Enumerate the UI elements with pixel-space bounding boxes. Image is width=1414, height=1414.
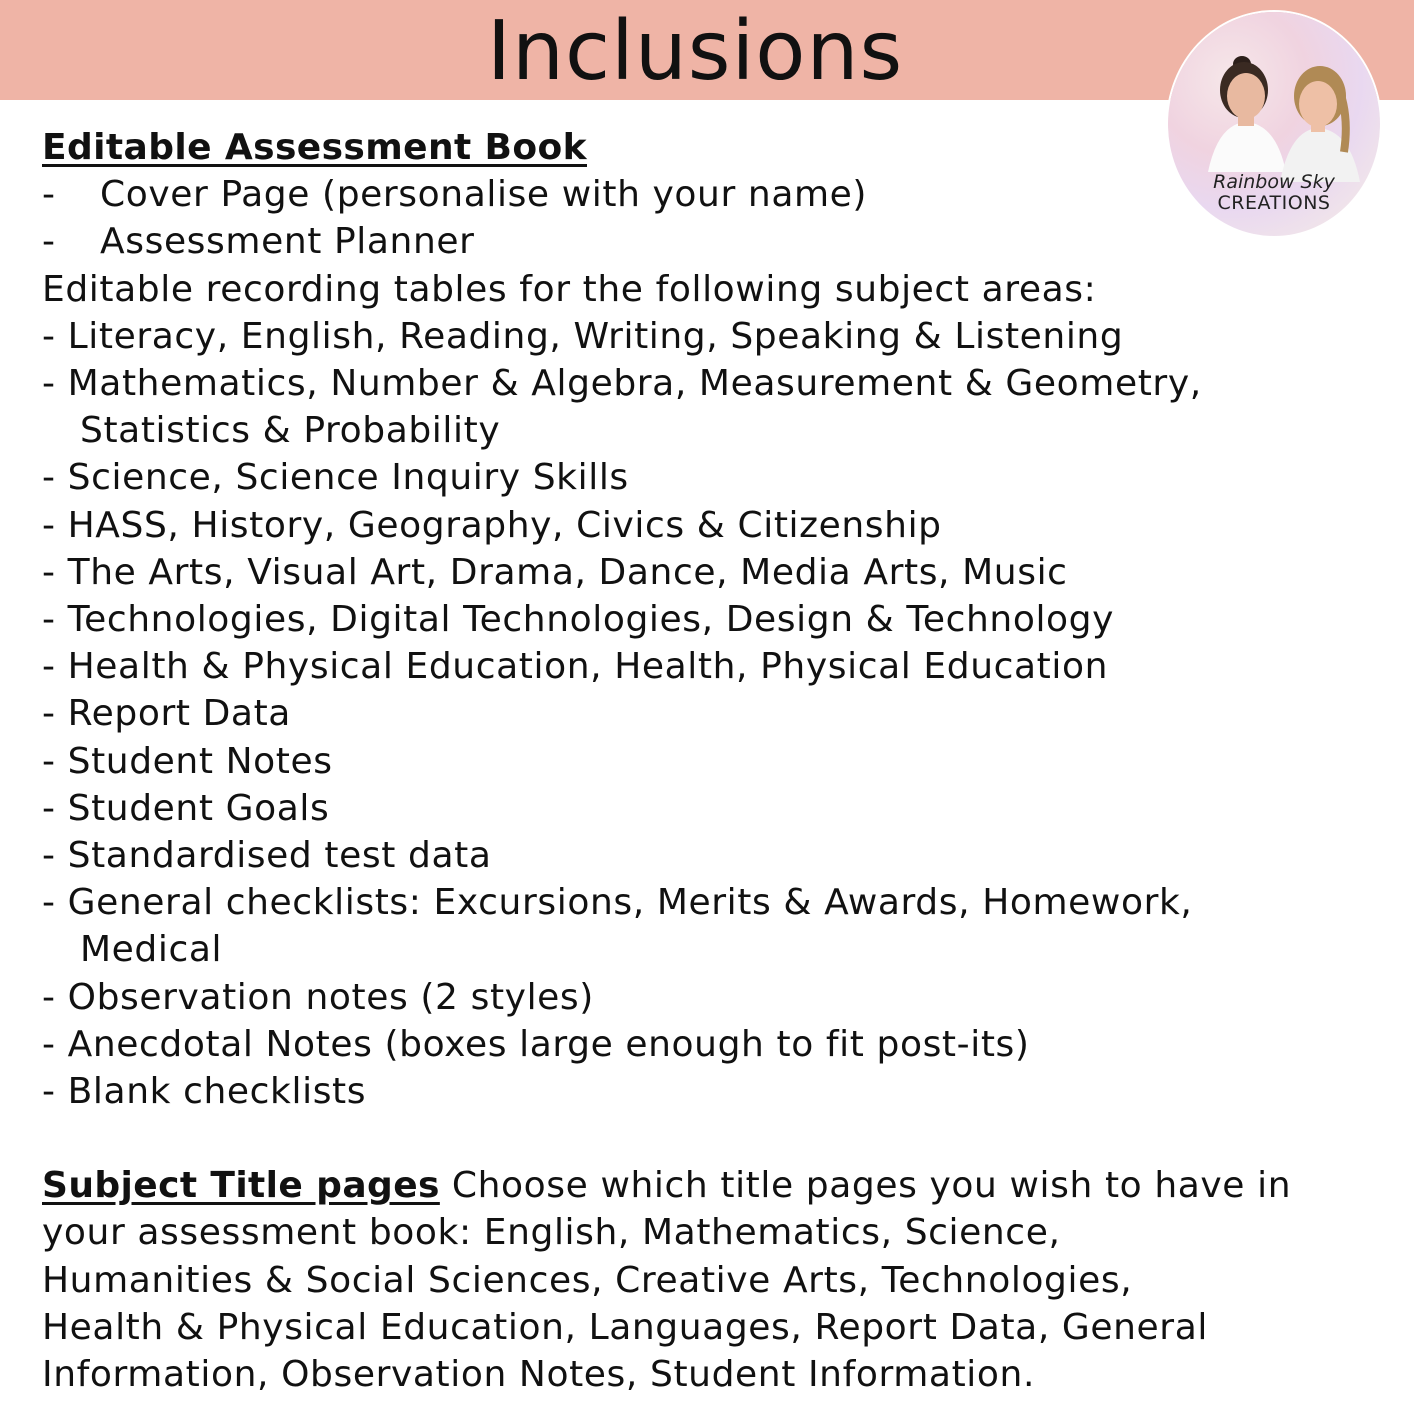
list-item: - The Arts, Visual Art, Drama, Dance, Media Arts, Music [42, 551, 1068, 593]
paragraph-line: your assessment book: English, Mathematics, Science, [42, 1212, 1061, 1254]
paragraph-line [42, 1162, 1392, 1209]
list-item: - Student Goals [42, 787, 330, 829]
list-item [42, 171, 1392, 218]
subject-title-paragraph [42, 1162, 1392, 1398]
list-item-text: Cover Page (personalise with your name) [100, 174, 868, 216]
paragraph-text: Choose which title pages you wish to have in [451, 1165, 1292, 1207]
paragraph-line: Information, Observation Notes, Student Information. [42, 1354, 1035, 1396]
section-heading-editable-book: Editable Assessment Book [42, 127, 587, 168]
list-item: - Blank checklists [42, 1071, 367, 1113]
paragraph-line: Health & Physical Education, Languages, Report Data, General [42, 1306, 1208, 1348]
list-item: - Standardised test data [42, 835, 492, 877]
list-item: - Literacy, English, Reading, Writing, Speaking & Listening [42, 315, 1124, 357]
list-item: - General checklists: Excursions, Merits & Awards, Homework, [42, 882, 1193, 924]
content [42, 124, 1392, 1398]
intro-text: Editable recording tables for the following subject areas: [42, 268, 1097, 310]
list-item-continuation: Statistics & Probability [80, 410, 501, 452]
list-dash: - [42, 221, 56, 263]
list-item [42, 218, 1392, 265]
page-title: Inclusions [486, 4, 904, 99]
list-item-text: Assessment Planner [100, 221, 475, 263]
list-item: - Observation notes (2 styles) [42, 976, 594, 1018]
logo-line2: CREATIONS [1217, 192, 1331, 214]
list-dash: - [42, 174, 56, 216]
list-item: - Technologies, Digital Technologies, Design & Technology [42, 599, 1115, 641]
list-item: - Mathematics, Number & Algebra, Measurement & Geometry, [42, 363, 1202, 405]
logo-line1: Rainbow Sky [1213, 171, 1335, 193]
section-heading-subject-title-pages: Subject Title pages [42, 1165, 440, 1207]
list-item: - Science, Science Inquiry Skills [42, 457, 629, 499]
list-item: - Health & Physical Education, Health, Physical Education [42, 646, 1109, 688]
paragraph-line: Humanities & Social Sciences, Creative Arts, Technologies, [42, 1259, 1133, 1301]
section-spacer [42, 1115, 1392, 1162]
list-item: - Anecdotal Notes (boxes large enough to fit post-its) [42, 1023, 1030, 1065]
list-item: - HASS, History, Geography, Civics & Citizenship [42, 504, 942, 546]
list-item-continuation: Medical [80, 929, 223, 971]
list-item: - Report Data [42, 693, 291, 735]
list-item: - Student Notes [42, 740, 333, 782]
